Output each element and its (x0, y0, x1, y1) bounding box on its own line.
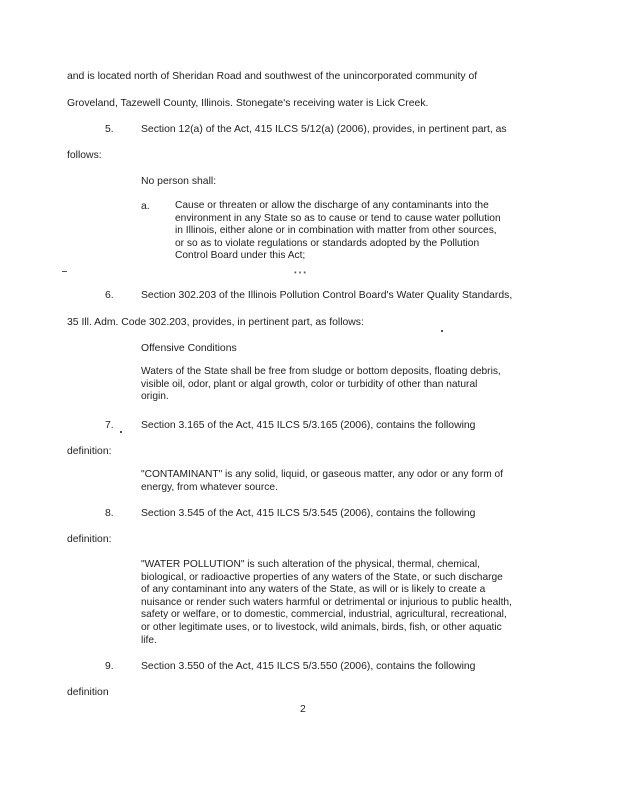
quote-line: nuisance or render such waters harmful or detrimental or injurious to public health, (141, 596, 512, 608)
paragraph-continuation: definition (67, 687, 109, 698)
ellipsis-asterisks: * * * (294, 271, 307, 278)
quote-block-water-pollution (141, 559, 512, 647)
paragraph-continuation: 35 Ill. Adm. Code 302.203, provides, in pertinent part, as follows: (67, 317, 364, 328)
quote-line: visible oil, odor, plant or algal growth, color or turbidity of other than natural (141, 378, 478, 390)
paragraph-number: 6. (105, 290, 114, 301)
paragraph-text: Section 3.165 of the Act, 415 ILCS 5/3.165 (2006), contains the following (141, 420, 476, 431)
body-text-line: Groveland, Tazewell County, Illinois. Stonegate's receiving water is Lick Creek. (67, 98, 429, 109)
quote-line: "WATER POLLUTION" is such alteration of the physical, thermal, chemical, (141, 559, 481, 570)
quote-block-contaminant (141, 469, 503, 494)
paragraph-text: Section 12(a) of the Act, 415 ILCS 5/12(a) (2006), provides, in pertinent part, as (141, 124, 507, 135)
quote-heading: Offensive Conditions (141, 343, 237, 354)
scan-mark (120, 431, 122, 433)
quote-line: origin. (141, 391, 169, 403)
quote-item-label: a. (141, 201, 150, 212)
quote-intro: No person shall: (141, 176, 217, 187)
paragraph-text: Section 302.203 of the Illinois Pollution Control Board's Water Quality Standards, (141, 290, 513, 301)
quote-line: Control Board under this Act; (175, 250, 306, 262)
scan-mark (441, 330, 443, 332)
quote-line: Cause or threaten or allow the discharge of any contaminants into the (175, 200, 489, 211)
paragraph-text: Section 3.545 of the Act, 415 ILCS 5/3.545 (2006), contains the following (141, 508, 476, 519)
quote-line: of any contaminant into any waters of the State, as will or is likely to create a (141, 584, 486, 596)
paragraph-continuation: definition: (67, 446, 112, 457)
quote-line: life. (141, 634, 157, 646)
paragraph-number: 7. (105, 420, 114, 431)
paragraph-number: 5. (105, 124, 114, 135)
quote-line: biological, or radioactive properties of any waters of the State, or such discharge (141, 571, 503, 583)
quote-line: or so as to violate regulations or standards adopted by the Pollution (175, 237, 480, 249)
quote-line: "CONTAMINANT" is any solid, liquid, or gaseous matter, any odor or any form of (141, 469, 504, 480)
quote-block-offensive (141, 366, 501, 404)
quote-line: in Illinois, either alone or in combination with matter from other sources, (175, 225, 497, 237)
quote-line: energy, from whatever source. (141, 481, 278, 493)
quote-line: or other legitimate uses, or to livestock, wild animals, birds, fish, or other aquatic (141, 621, 502, 633)
paragraph-number: 8. (105, 508, 114, 519)
paragraph-continuation: follows: (67, 150, 102, 161)
paragraph-text: Section 3.550 of the Act, 415 ILCS 5/3.550 (2006), contains the following (141, 661, 476, 672)
page-number: 2 (300, 704, 306, 715)
scan-mark (62, 271, 67, 272)
quote-block-a (175, 200, 501, 263)
paragraph-number: 9. (105, 661, 114, 672)
quote-line: Waters of the State shall be free from sludge or bottom deposits, floating debris, (141, 366, 501, 377)
body-text-line: and is located north of Sheridan Road and southwest of the unincorporated community of (67, 71, 478, 82)
quote-line: safety or welfare, or to domestic, commercial, industrial, agricultural, recreational, (141, 609, 507, 621)
paragraph-continuation: definition: (67, 534, 112, 545)
quote-line: environment in any State so as to cause or tend to cause water pollution (175, 212, 501, 224)
